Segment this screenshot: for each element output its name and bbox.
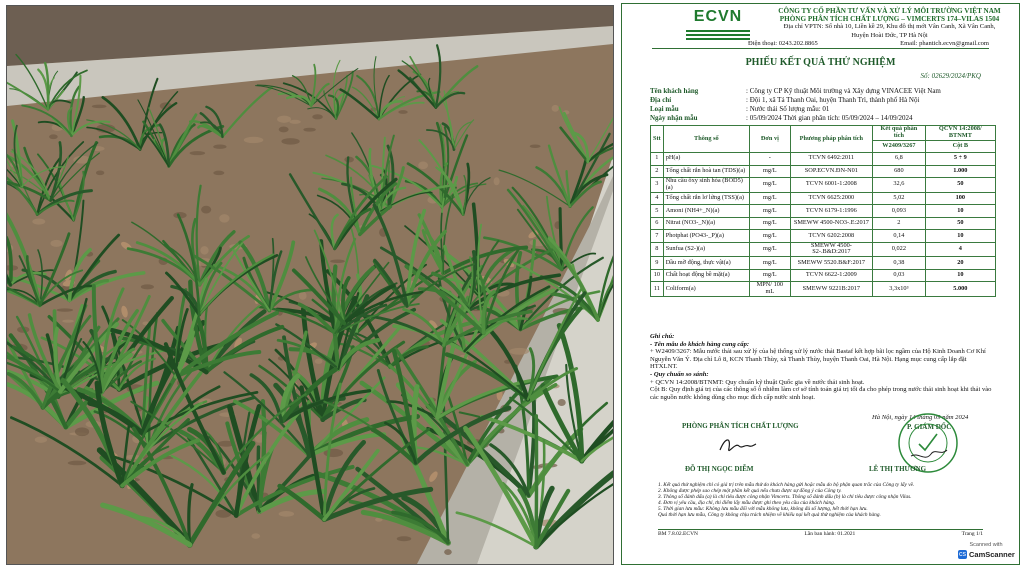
soil-patch: [558, 399, 566, 406]
cell-limit: 10: [925, 269, 995, 282]
info-value: : 05/09/2024 Thời gian phân tích: 05/09/2024 – 14/09/2024: [746, 114, 913, 122]
table-row: [651, 192, 996, 205]
company-name: CÔNG TY CỔ PHẦN TƯ VẤN VÀ XỬ LÝ MÔI TRƯỜNG VIỆT NAM: [778, 7, 1001, 15]
info-key: Loại mẫu: [650, 105, 679, 113]
col-param: Thông số: [663, 126, 749, 153]
cell-limit: 1.000: [925, 165, 995, 178]
document-header: [762, 7, 1017, 40]
cell-param: Chất hoạt động bề mặt(a): [663, 269, 749, 282]
col-sample: W2409/3267: [873, 140, 926, 153]
cell-limit: 10: [925, 205, 995, 218]
cell-method: TCVN 6625:2000: [790, 192, 872, 205]
col-unit: Đơn vị: [750, 126, 791, 153]
soil-patch: [303, 128, 315, 132]
camscanner-text: CamScanner: [969, 550, 1015, 559]
info-value: : Đội 1, xã Tả Thanh Oai, huyện Thanh Trì, thành phố Hà Nội: [746, 96, 920, 104]
cell-param: Sunfua (S2-)(a): [663, 242, 749, 257]
footer-meta: [658, 531, 983, 537]
info-value: : Công ty CP Kỹ thuật Môi trường và Xây dựng VINACEE Việt Nam: [746, 87, 941, 95]
cell-result: 32,6: [873, 178, 926, 193]
col-method: Phương pháp phân tích: [790, 126, 872, 153]
info-key: Địa chỉ: [650, 96, 672, 104]
table-row: [651, 230, 996, 243]
soil-patch: [530, 144, 541, 147]
logo-bars: [686, 28, 750, 40]
soil-patch: [219, 214, 229, 223]
soil-patch: [141, 284, 154, 289]
header-divider: [652, 48, 989, 49]
cell-stt: 8: [651, 242, 664, 257]
soil-patch: [35, 437, 47, 443]
soil-patch: [213, 171, 224, 176]
cell-unit: mg/L: [750, 217, 791, 230]
table-row: [651, 217, 996, 230]
email: Email: phantich.ecvn@gmail.com: [900, 40, 989, 47]
soil-patch: [509, 348, 529, 355]
cell-result: 0,093: [873, 205, 926, 218]
info-row: [650, 114, 990, 123]
cell-unit: mg/L: [750, 257, 791, 270]
soil-patch: [398, 110, 407, 114]
soil-patch: [494, 177, 500, 185]
cell-method: TCVN 6492:2011: [790, 153, 872, 166]
cell-method: TCVN 6179-1:1996: [790, 205, 872, 218]
soil-patch: [213, 144, 226, 148]
cell-method: SMEWW 5520.B&F:2017: [790, 257, 872, 270]
cell-result: 680: [873, 165, 926, 178]
cell-stt: 9: [651, 257, 664, 270]
col-result: Kết quả phân tích: [873, 126, 926, 141]
cell-unit: mg/L: [750, 192, 791, 205]
cell-unit: mg/L: [750, 269, 791, 282]
logo-text: ECVN: [693, 8, 743, 25]
cell-limit: 5.000: [925, 282, 995, 297]
cell-unit: mg/L: [750, 165, 791, 178]
soil-patch: [190, 151, 206, 155]
note-sample-desc: + W2409/3267: Mẫu nước thải sau xử lý của hệ thống xử lý nước thải Bastaf kết hợp bãi lọc ngầm của Hộ Kinh Doanh Cơ Khí Nguyễn Văn Ý. Địa chỉ Lô 8, KCN Thanh Thùy, xã Thanh Thùy, huyện Thanh Oai, Hà Nội. Hạng mục cung cấp lắp đặt HTXLNT.: [650, 348, 986, 371]
col-stt: Stt: [651, 126, 664, 153]
table-row: [651, 205, 996, 218]
cell-limit: 50: [925, 217, 995, 230]
soil-patch: [200, 246, 208, 255]
cell-limit: 50: [925, 178, 995, 193]
cell-param: Amoni (NH4+_N)(a): [663, 205, 749, 218]
note-column-b: Cột B: Quy định giá trị của các thông số ô nhiễm làm cơ sở tính toán giá trị tối đa cho phép trong nước thải sinh hoạt khi thải vào các nguồn nước không dùng cho mục đích cấp nước sinh hoạt.: [650, 386, 992, 401]
info-key: Tên khách hàng: [650, 87, 699, 95]
cell-method: SMEWW 4500-S2-.B&D:2017: [790, 242, 872, 257]
cell-method: SMEWW 4500-NO3-.E:2017: [790, 217, 872, 230]
cell-param: Coliform(a): [663, 282, 749, 297]
lab-address-2: Huyện Hoài Đức, TP Hà Nội: [851, 31, 928, 39]
cell-param: Nitrat (NO3-_N)(a): [663, 217, 749, 230]
soil-patch: [201, 206, 211, 214]
issue-number: Lần ban hành: 01.2021: [804, 531, 856, 537]
info-row: [650, 96, 990, 105]
cell-param: Nhu cầu ôxy sinh hóa (BOD5)(a): [663, 178, 749, 193]
soil-patch: [397, 536, 412, 541]
footer-note: 3. Thông số đánh dấu (a) là chỉ tiêu được công nhận Vimcerts. Thông số đánh dấu (b) là chỉ tiêu được công nhận Vilas.: [658, 494, 912, 500]
footer-note: 2. Không được phép sao chép một phần kết quả nếu chưa được sự đồng ý của Công ty.: [658, 488, 842, 494]
soil-patch: [312, 114, 323, 119]
soil-patch: [92, 105, 107, 109]
cell-stt: 10: [651, 269, 664, 282]
page-number: Trang 1/1: [961, 531, 983, 537]
soil-patch: [299, 292, 307, 300]
table-row: [651, 165, 996, 178]
document-title: PHIẾU KẾT QUẢ THỬ NGHIỆM: [745, 57, 896, 68]
notes-title: Ghi chú:: [650, 333, 675, 340]
ecvn-logo: [684, 8, 752, 40]
sign-left-name: ĐỖ THỊ NGỌC DIỄM: [685, 465, 754, 473]
soil-patch: [244, 137, 264, 143]
note-standard-desc: + QCVN 14:2008/BTNMT: Quy chuẩn kỹ thuật Quốc gia về nước thải sinh hoạt.: [650, 378, 865, 386]
form-code: BM 7.8.02.ECVN: [658, 531, 699, 537]
cell-unit: mg/L: [750, 230, 791, 243]
soil-patch: [57, 308, 74, 311]
cell-result: 0,03: [873, 269, 926, 282]
soil-patch: [96, 170, 104, 175]
cell-result: 0,14: [873, 230, 926, 243]
footer-note: 1. Kết quả thử nghiệm chỉ có giá trị trên mẫu thử do khách hàng gửi hoặc mẫu do bộ phận quan trắc của Công ty lấy về.: [658, 482, 915, 488]
info-row: [650, 105, 990, 114]
sign-right-name: LÊ THỊ THƯƠNG: [869, 465, 927, 473]
note-sample-name: - Tên mẫu do khách hàng cung cấp:: [650, 340, 750, 348]
cell-stt: 11: [651, 282, 664, 297]
cell-limit: 4: [925, 242, 995, 257]
soil-patch: [281, 138, 299, 145]
signed-date: Hà Nội, ngày 14 tháng 09 năm 2024: [872, 414, 969, 421]
camscanner-watermark: [955, 542, 1017, 562]
cell-stt: 6: [651, 217, 664, 230]
cell-unit: mg/L: [750, 205, 791, 218]
notes: [650, 333, 995, 401]
soil-patch: [418, 162, 428, 170]
cell-unit: MPN/ 100 mL: [750, 282, 791, 297]
cell-limit: 5 ÷ 9: [925, 153, 995, 166]
cell-unit: mg/L: [750, 242, 791, 257]
cell-param: pH(a): [663, 153, 749, 166]
test-result-document: [621, 3, 1020, 565]
table-row: [651, 178, 996, 193]
cell-limit: 100: [925, 192, 995, 205]
soil-patch: [68, 461, 87, 466]
soil-patch: [330, 260, 345, 264]
footer-note: 4. Đơn vị yêu cầu, địa chỉ, thi điểm lấy mẫu được ghi theo yêu cầu của khách hàng.: [658, 500, 836, 506]
cell-result: 0,38: [873, 257, 926, 270]
document-number: Số: 02629/2024/PKQ: [920, 72, 981, 80]
soil-patch: [279, 511, 294, 517]
signature-left: [717, 434, 757, 458]
plant-leaf: [560, 209, 562, 270]
soil-patch: [279, 126, 289, 132]
cell-unit: -: [750, 153, 791, 166]
table-row: [651, 269, 996, 282]
soil-patch: [75, 427, 89, 436]
footer-note: 5. Thời gian lưu mẫu: Không lưu mẫu đối với mẫu không lưu, không đủ số lượng, hết thời hạn lưu.: [658, 506, 868, 512]
table-row: [651, 257, 996, 270]
cell-stt: 5: [651, 205, 664, 218]
note-standard: - Quy chuẩn so sánh:: [650, 370, 709, 378]
soil-patch: [50, 240, 62, 247]
cell-stt: 1: [651, 153, 664, 166]
lab-address-1: Địa chỉ VPTN: Số nhà 10, Liền kề 29, Khu đô thị mới Vân Canh, Xã Vân Canh,: [783, 23, 996, 31]
scanned-with-text: Scanned with: [969, 542, 1003, 548]
footer-note: Quá thời hạn lưu mẫu, Công ty không chịu trách nhiệm về khiếu nại kết quả thử nghiệm của khách hàng.: [658, 512, 881, 518]
cell-result: 0,022: [873, 242, 926, 257]
wetland-plant-photo: [6, 5, 614, 565]
soil-patch: [49, 134, 58, 139]
cell-limit: 10: [925, 230, 995, 243]
soil-patch: [289, 120, 300, 124]
footer-divider: [658, 529, 983, 530]
table-row: [651, 153, 996, 166]
cell-method: TCVN 6202:2008: [790, 230, 872, 243]
lab-name: PHÒNG PHÂN TÍCH CHẤT LƯỢNG – VIMCERTS 174–VILAS 1504: [779, 15, 1000, 24]
col-std: QCVN 14:2008/ BTNMT: [925, 126, 995, 141]
footer-notes: [658, 482, 988, 518]
cell-unit: mg/L: [750, 178, 791, 193]
sign-left-title: PHÒNG PHÂN TÍCH CHẤT LƯỢNG: [682, 422, 799, 430]
cell-stt: 7: [651, 230, 664, 243]
soil-patch: [552, 105, 559, 112]
cell-stt: 3: [651, 178, 664, 193]
cell-method: SOP.ECVN.ĐN-N01: [790, 165, 872, 178]
cell-result: 6,8: [873, 153, 926, 166]
results-table: [650, 125, 996, 297]
table-row: [651, 282, 996, 297]
cell-param: Tổng chất rắn hoà tan (TDS)(a): [663, 165, 749, 178]
soil-patch: [277, 116, 291, 123]
soil-patch: [315, 359, 323, 364]
soil-patch: [251, 533, 260, 539]
cell-param: Tổng chất rắn lơ lửng (TSS)(a): [663, 192, 749, 205]
soil-patch: [32, 218, 45, 224]
camscanner-icon: cs: [959, 551, 966, 558]
cell-method: SMEWW 9221B:2017: [790, 282, 872, 297]
info-value: : Nước thải Số lượng mẫu: 01: [746, 105, 830, 113]
cell-stt: 2: [651, 165, 664, 178]
table-row: [651, 242, 996, 257]
cell-result: 5,02: [873, 192, 926, 205]
soil-patch: [62, 320, 74, 323]
info-key: Ngày nhận mẫu: [650, 114, 698, 122]
contact-line: [748, 40, 989, 47]
info-row: [650, 87, 990, 96]
cell-result: 2: [873, 217, 926, 230]
cell-limit: 20: [925, 257, 995, 270]
cell-method: TCVN 6622-1:2009: [790, 269, 872, 282]
cell-result: 3,3x10³: [873, 282, 926, 297]
cell-stt: 4: [651, 192, 664, 205]
cell-method: TCVN 6001-1:2008: [790, 178, 872, 193]
soil-patch: [444, 549, 452, 555]
cell-param: Photphat (PO43-_P)(a): [663, 230, 749, 243]
phone: Điện thoại: 0243.202.8865: [748, 40, 818, 47]
sign-right-title: P. GIÁM ĐỐC: [907, 423, 952, 431]
cell-param: Dầu mỡ động, thực vật(a): [663, 257, 749, 270]
col-column-b: Cột B: [925, 140, 995, 153]
